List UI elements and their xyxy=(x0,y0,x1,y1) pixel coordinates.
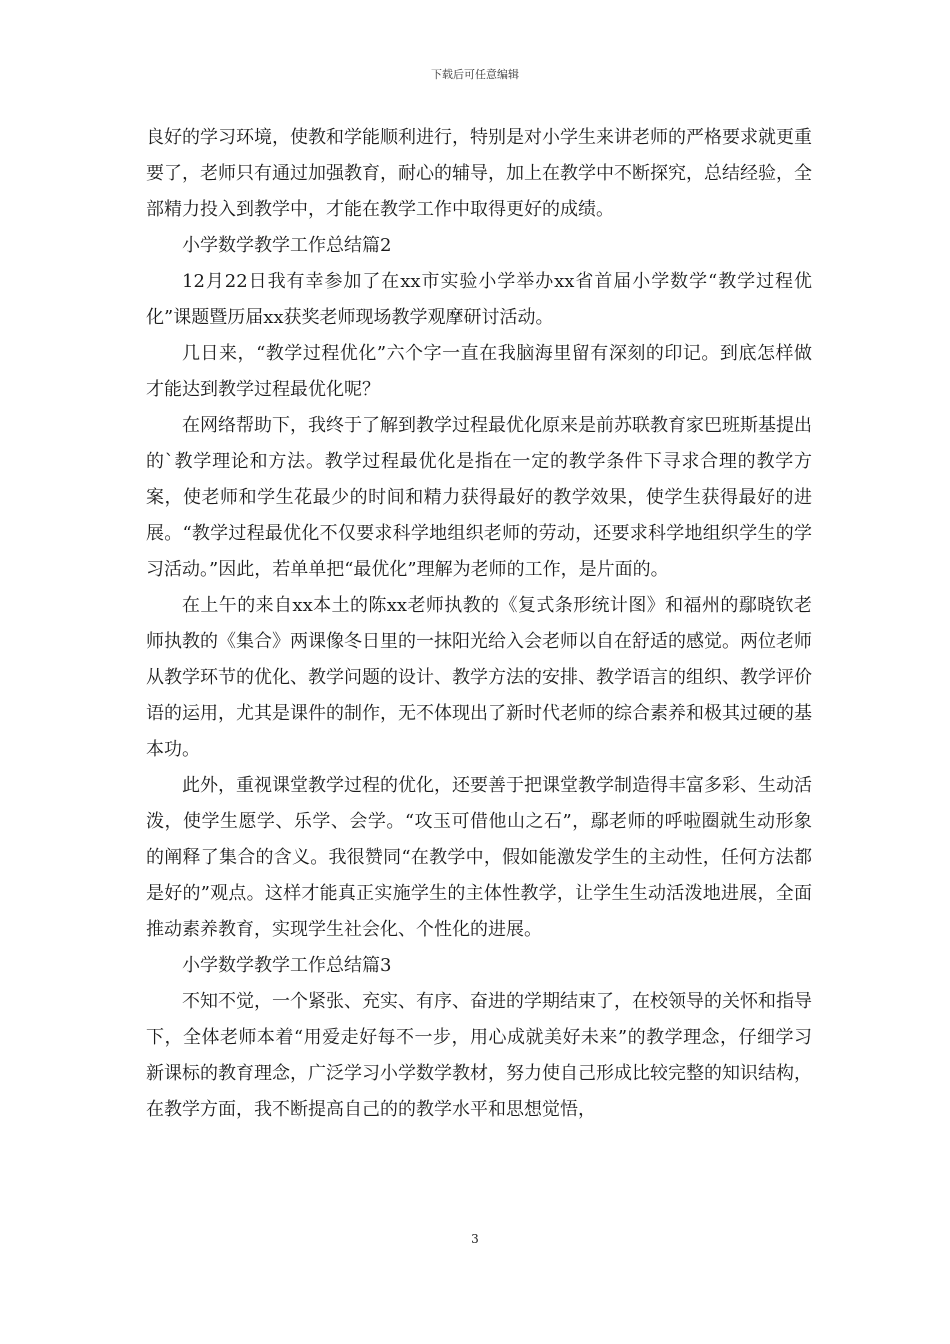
section-heading: 小学数学教学工作总结篇2 xyxy=(182,235,392,256)
paragraph: 此外，重视课堂教学过程的优化，还要善于把课堂教学制造得丰富多彩、生动活泼，使学生愿学、乐学、会学。“攻玉可借他山之石”，鄢老师的呼啦圈就生动形象的阐释了集合的含义。我很赞同“在教学中，假如能激发学生的主动性，任何方法都是好的”观点。这样才能真正实施学生的主体性教学，让学生生动活泼地进展，全面推动素养教育，实现学生社会化、个性化的进展。 xyxy=(146,775,812,940)
document-body xyxy=(146,120,812,1128)
page-header: 下载后可任意编辑 xyxy=(431,68,519,81)
paragraph: 在上午的来自xx本土的陈xx老师执教的《复式条形统计图》和福州的鄢晓钦老师执教的《集合》两课像冬日里的一抹阳光给入会老师以自在舒适的感觉。两位老师从教学环节的优化、教学问题的设计、教学方法的安排、教学语言的组织、教学评价语的运用，尤其是课件的制作，无不体现出了新时代老师的综合素养和极其过硬的基本功。 xyxy=(146,595,812,760)
page-number: 3 xyxy=(471,1232,479,1246)
paragraph: 几日来，“教学过程优化”六个字一直在我脑海里留有深刻的印记。到底怎样做才能达到教学过程最优化呢？ xyxy=(146,343,812,400)
paragraph-continued: 良好的学习环境，使教和学能顺利进行，特别是对小学生来讲老师的严格要求就更重要了，老师只有通过加强教育，耐心的辅导，加上在教学中不断探究，总结经验，全部精力投入到教学中，才能在教学工作中取得更好的成绩。 xyxy=(146,127,812,220)
paragraph: 不知不觉，一个紧张、充实、有序、奋进的学期结束了，在校领导的关怀和指导下，全体老师本着“用爱走好每不一步，用心成就美好未来”的教学理念，仔细学习新课标的教育理念，广泛学习小学数学教材，努力使自己形成比较完整的知识结构，在教学方面，我不断提高自己的的教学水平和思想觉悟， xyxy=(146,991,812,1120)
paragraph: 在网络帮助下，我终于了解到教学过程最优化原来是前苏联教育家巴班斯基提出的`教学理论和方法。教学过程最优化是指在一定的教学条件下寻求合理的教学方案，使老师和学生花最少的时间和精力获得最好的教学效果，使学生获得最好的进展。“教学过程最优化不仅要求科学地组织老师的劳动，还要求科学地组织学生的学习活动。”因此，若单单把“最优化”理解为老师的工作，是片面的。 xyxy=(146,415,812,580)
section-heading: 小学数学教学工作总结篇3 xyxy=(182,955,392,976)
paragraph: 12月22日我有幸参加了在xx市实验小学举办xx省首届小学数学“教学过程优化”课题暨历届xx获奖老师现场教学观摩研讨活动。 xyxy=(146,271,812,328)
